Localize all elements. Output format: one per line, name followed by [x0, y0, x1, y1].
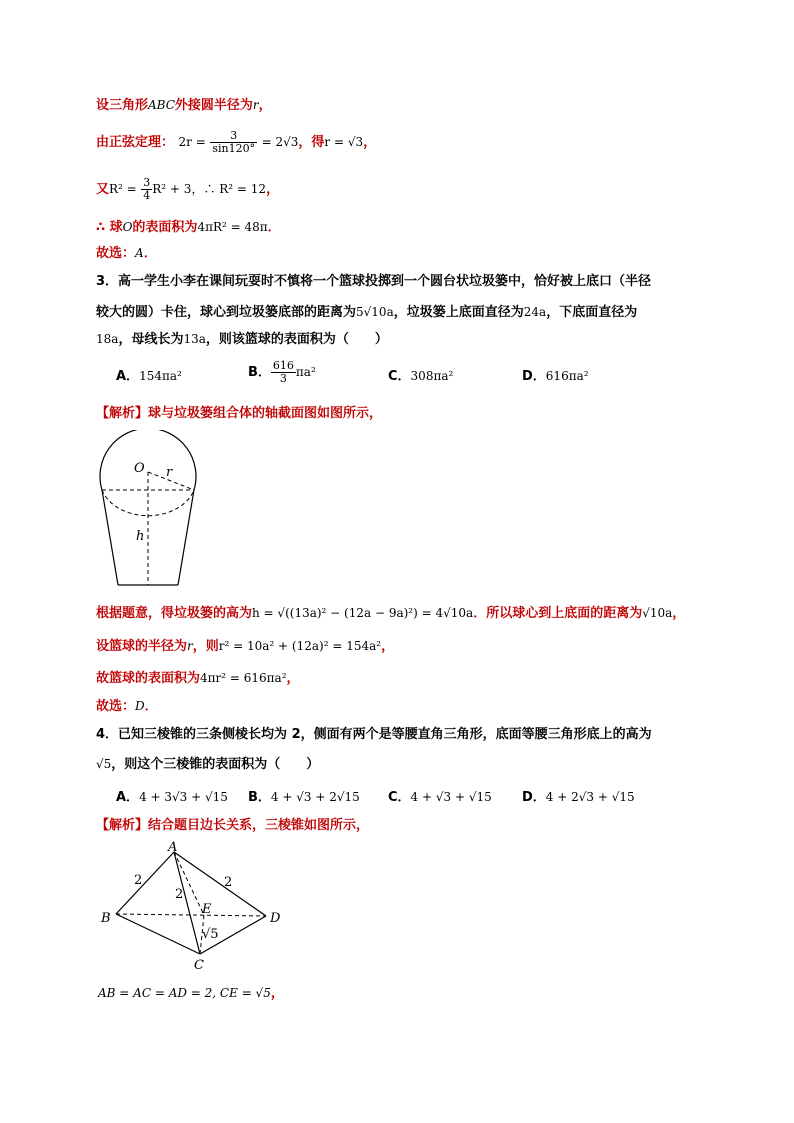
label-o: O — [134, 461, 145, 476]
s1-also-fraction: $\frac{3}{4}$ — [143, 176, 151, 202]
q4-option-c[interactable]: C．4 + √3 + √15 — [388, 790, 492, 805]
q3-option-b[interactable]: B． $\frac{616}{3}$ πa² — [248, 359, 316, 385]
q4-stem-line1: 4．已知三棱锥的三条侧棱长均为 2，侧面有两个是等腰直角三角形，底面等腰三角形底上的高为 — [96, 727, 652, 742]
label-d: D — [270, 911, 281, 926]
q4-figure — [96, 838, 296, 973]
q3-analysis-line: 【解析】球与垃圾篓组合体的轴截面图如图所示， — [96, 406, 383, 421]
bin-left-side — [102, 490, 118, 585]
q3-sol-line1: 根据题意，得垃圾篓的高为h = √((13a)² − (12a − 9a)²) = 4√10a．所以球心到上底面的距离为√10a， — [96, 606, 686, 621]
label-ab-length: 2 — [134, 873, 143, 888]
s1-intro-line: 设三角形ABC外接圆半径为r， — [96, 98, 272, 113]
q3-stem-line1: 3．高一学生小李在课间玩耍时不慎将一个篮球投掷到一个圆台状垃圾篓中，恰好被上底口（半径 — [96, 274, 652, 289]
s1-also-line: 又R² = $\frac{3}{4}$ R² + 3，∴ R² = 12， — [96, 176, 280, 202]
q4-stem-line2: √5，则这个三棱锥的表面积为（ ） — [96, 757, 320, 772]
q3-sol-line3: 故篮球的表面积为4πr² = 616πa²， — [96, 671, 300, 686]
s1-choose-line: 故选：A． — [96, 246, 157, 261]
s1-law-line: 由正弦定理： 2r = $\frac{3}{\sin 120^\circ}$ = 2√3，得r = √3， — [96, 129, 377, 155]
label-r: r — [166, 465, 173, 480]
label-ce-length: √5 — [202, 927, 219, 942]
q3-sol-line2: 设篮球的半径为r，则r² = 10a² + (12a)² = 154a²， — [96, 639, 395, 654]
q4-option-d[interactable]: D．4 + 2√3 + √15 — [522, 790, 635, 805]
q3-stem-line2: 较大的圆）卡住，球心到垃圾篓底部的距离为5√10a，垃圾篓上底面直径为24a，下底面直径为 — [96, 305, 638, 320]
q3-stem-line3: 18a，母线长为13a，则该篮球的表面积为（ ） — [96, 332, 388, 347]
edge-ab — [116, 852, 174, 914]
label-ad-length: 2 — [224, 875, 233, 890]
bin-right-side — [178, 490, 194, 585]
label-a: A — [168, 840, 178, 855]
label-e: E — [202, 902, 212, 917]
q3-option-c[interactable]: C．308πa² — [388, 369, 454, 384]
q4-option-a[interactable]: A．4 + 3√3 + √15 — [116, 790, 228, 805]
segment-ae — [174, 852, 204, 915]
q4-option-b[interactable]: B．4 + √3 + 2√15 — [248, 790, 360, 805]
q4-analysis-line: 【解析】结合题目边长关系，三棱锥如图所示， — [96, 818, 370, 833]
q4-final-line: AB = AC = AD = 2, CE = √5， — [98, 986, 284, 1001]
s1-area-line: ∴ 球O的表面积为4πR² = 48π． — [96, 220, 281, 235]
edge-bd — [116, 914, 266, 916]
s1-law-fraction: $\frac{3}{\sin 120^\circ}$ — [212, 129, 256, 155]
label-ac-length: 2 — [175, 887, 184, 902]
q3-choose-line: 故选：D． — [96, 699, 158, 714]
q3-option-d[interactable]: D．616πa² — [522, 369, 589, 384]
q3-option-a[interactable]: A．154πa² — [116, 369, 182, 384]
edge-bc — [116, 914, 200, 954]
label-b: B — [101, 911, 111, 926]
label-h: h — [136, 529, 145, 544]
q3-figure — [94, 430, 204, 590]
label-c: C — [194, 958, 204, 973]
